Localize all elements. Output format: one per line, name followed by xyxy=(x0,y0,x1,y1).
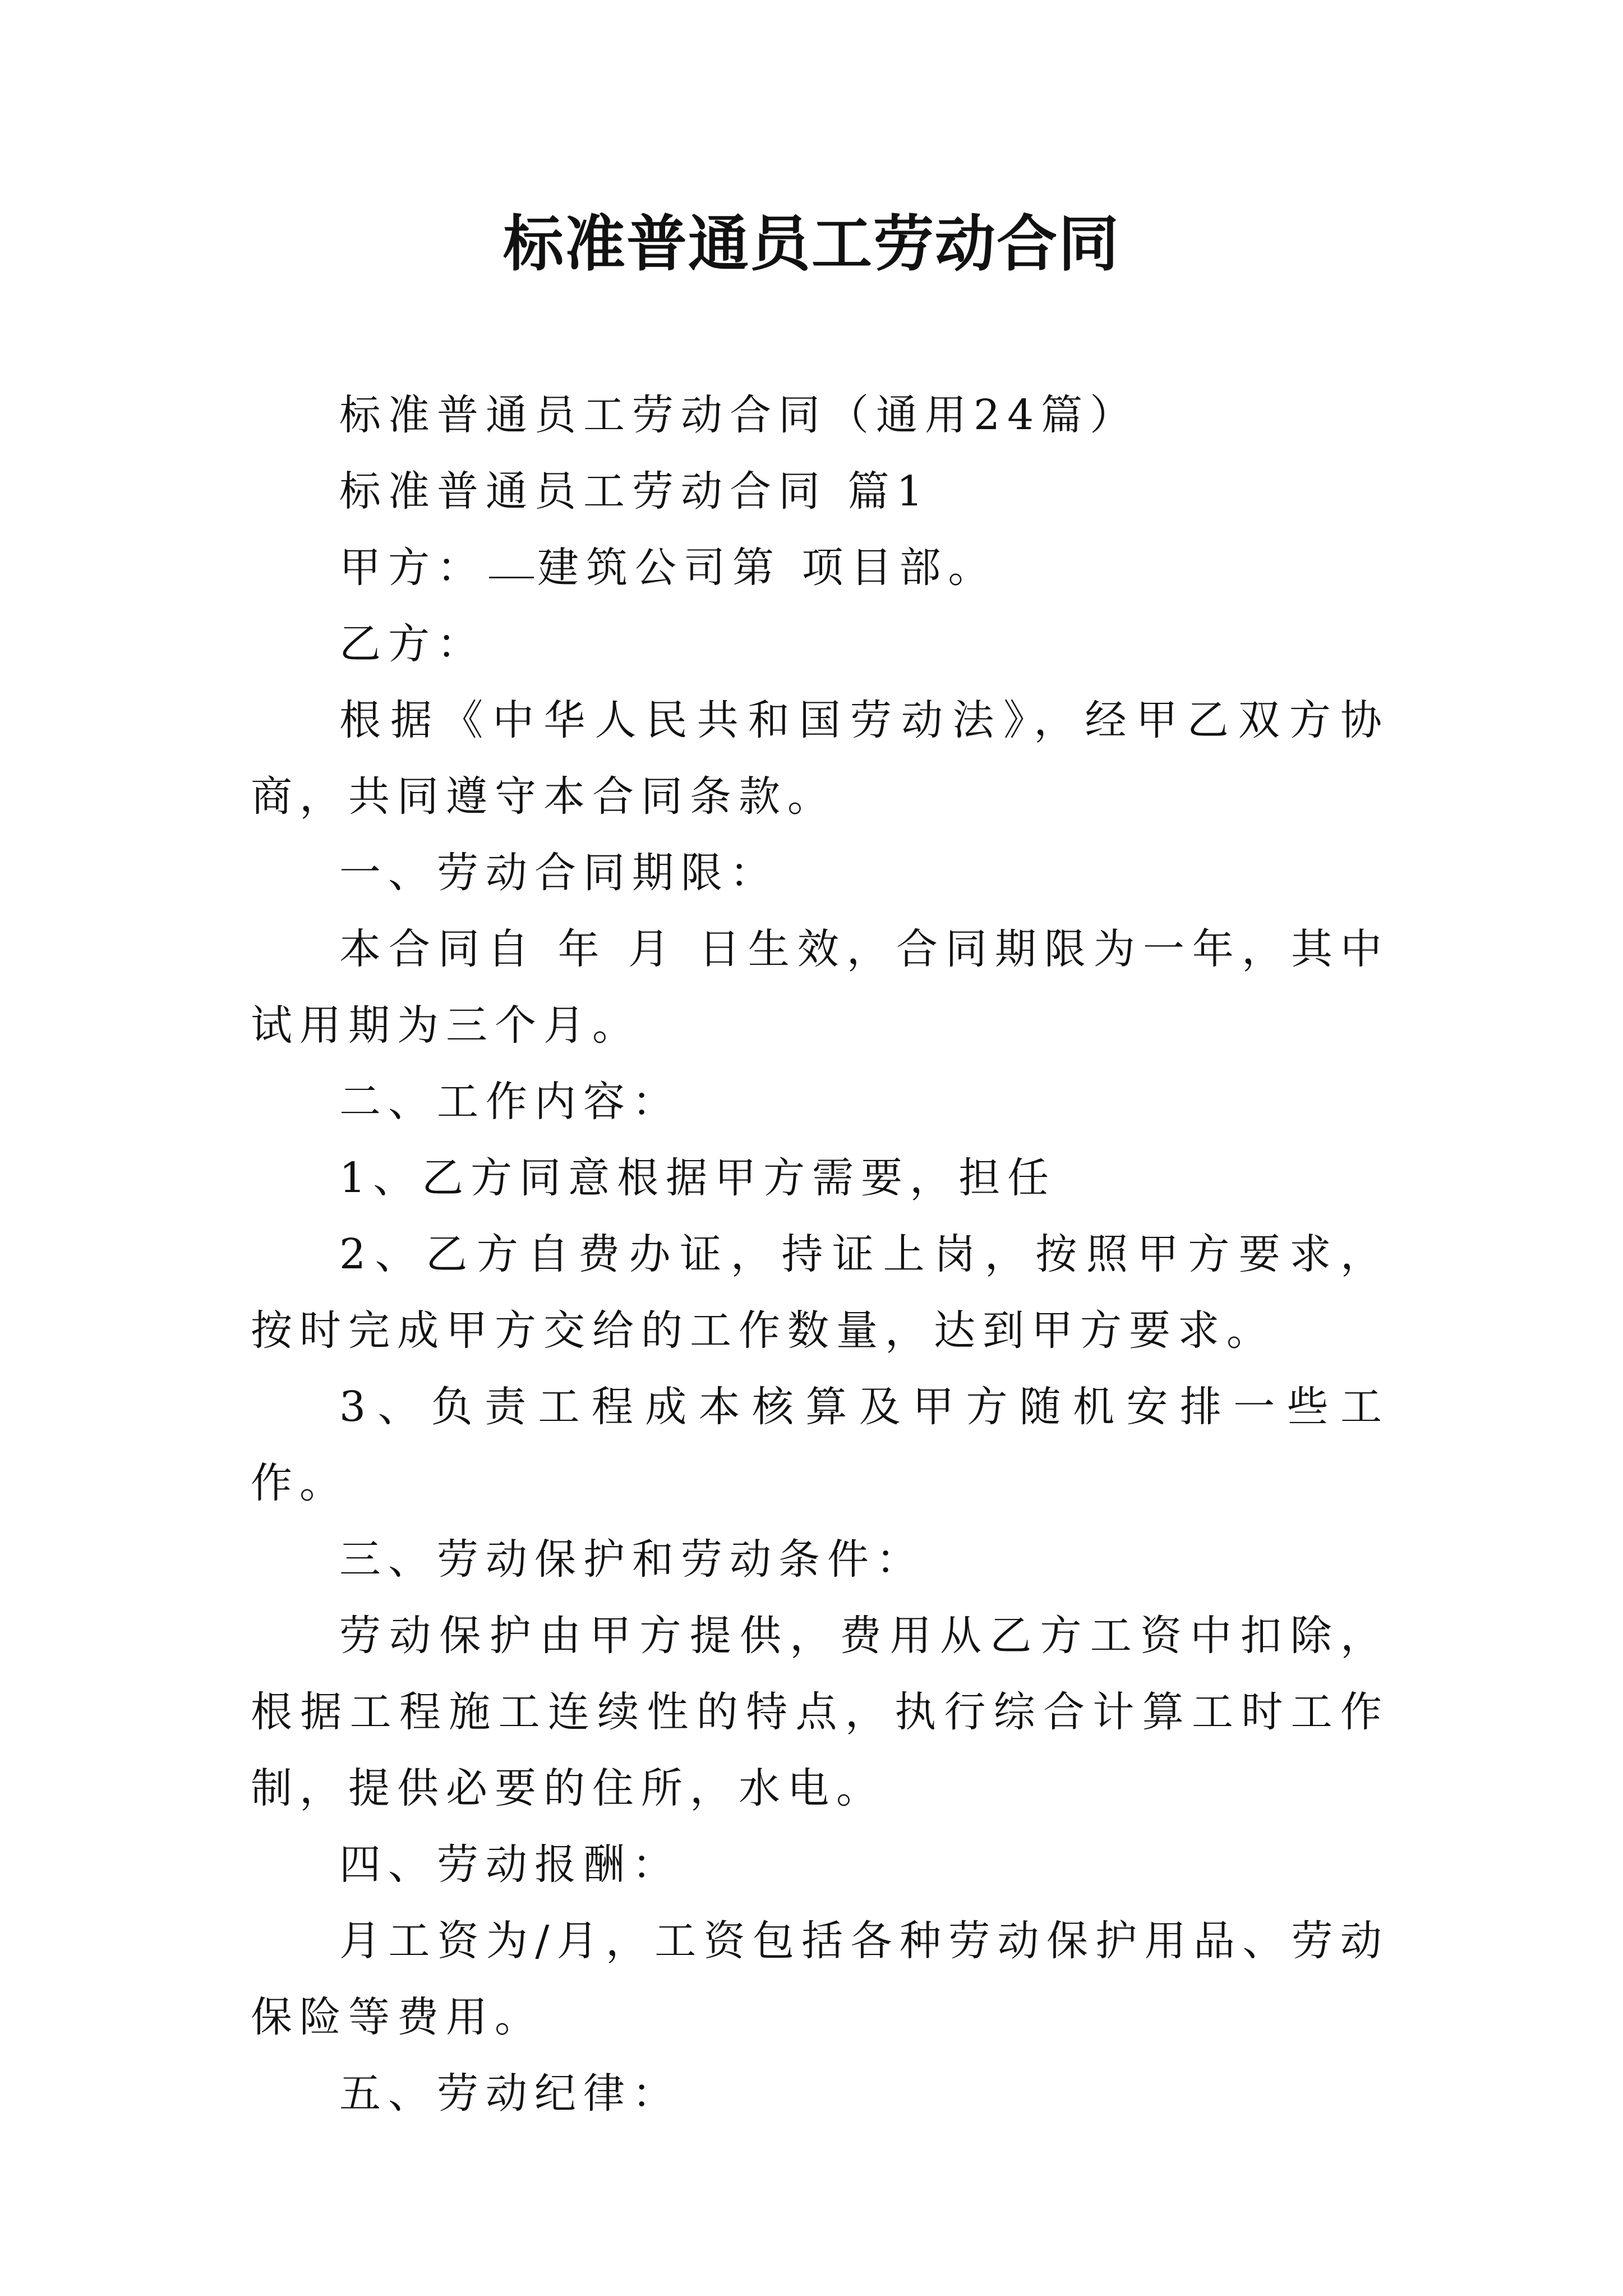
section-2-heading: 二、工作内容： xyxy=(339,1078,681,1126)
section-2-item-3: 3、负责工程成本核算及甲方随机安排一些工作。 xyxy=(251,1383,1389,1507)
section-2-item-2: 2、乙方自费办证，持证上岗，按照甲方要求，按时完成甲方交给的工作数量，达到甲方要求。 xyxy=(251,1230,1389,1355)
party-b-line: 乙方： xyxy=(339,620,486,668)
party-a-blank xyxy=(489,543,534,578)
party-a-text: 建筑公司第 项目部。 xyxy=(537,544,997,592)
section-2-item-1: 1、乙方同意根据甲方需要，担任 xyxy=(339,1154,1057,1202)
section-3-heading: 三、劳动保护和劳动条件： xyxy=(339,1535,925,1584)
section-1-text: 本合同自 年 月 日生效，合同期限为一年，其中试用期为三个月。 xyxy=(251,925,1389,1050)
party-a-line xyxy=(251,530,1389,606)
section-4-text: 月工资为/月，工资包括各种劳动保护用品、劳动保险等费用。 xyxy=(251,1917,1389,2041)
intro-paragraph: 根据《中华人民共和国劳动法》，经甲乙双方协商，共同遵守本合同条款。 xyxy=(251,696,1389,821)
section-3-text: 劳动保护由甲方提供，费用从乙方工资中扣除，根据工程施工连续性的特点，执行综合计算工时工作制，提供必要的住所，水电。 xyxy=(251,1612,1389,1812)
document-body xyxy=(251,377,1389,2132)
section-4-heading: 四、劳动报酬： xyxy=(339,1841,681,1889)
chapter-heading: 标准普通员工劳动合同 篇1 xyxy=(339,467,930,516)
document-title: 标准普通员工劳动合同 xyxy=(502,209,1120,279)
document-subtitle: 标准普通员工劳动合同（通用24篇） xyxy=(339,391,1139,439)
section-5-heading: 五、劳动纪律： xyxy=(339,2069,681,2118)
party-a-label: 甲方： xyxy=(339,544,486,592)
section-1-heading: 一、劳动合同期限： xyxy=(339,849,778,897)
